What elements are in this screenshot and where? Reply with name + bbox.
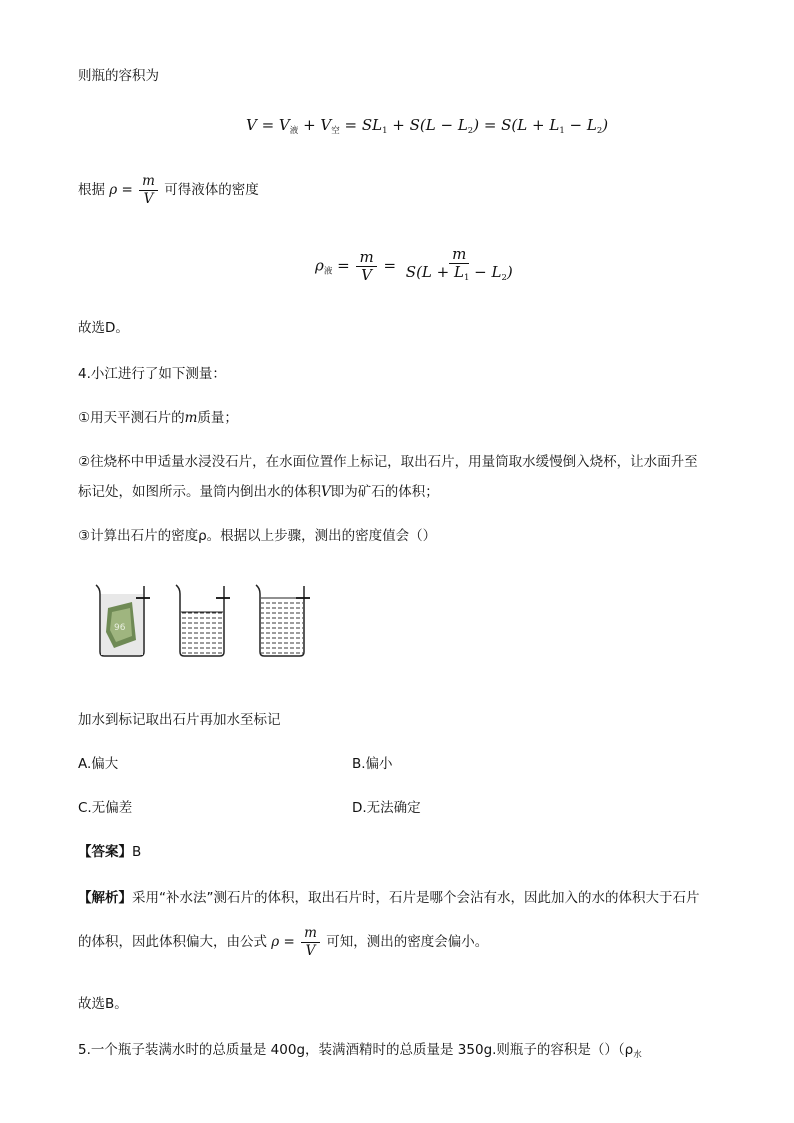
beaker-1	[96, 585, 150, 656]
figure-caption: 加水到标记取出石片再加水至标记	[78, 712, 281, 728]
svg-text:96: 96	[114, 623, 126, 633]
text-part: ①用天平测石片的	[78, 410, 185, 426]
fraction-m-over-sum	[403, 246, 516, 287]
eq-part: V = V	[246, 116, 290, 134]
text-part: 质量；	[197, 410, 238, 426]
equation-liquid-density	[315, 246, 518, 287]
text-part: 5.一个瓶子装满水时的总质量是 400g，装满酒精时的总质量是 350g.则瓶子的容积是（）（ρ	[78, 1042, 634, 1058]
text-part: 即为矿石的体积；	[330, 484, 439, 500]
analysis-line-2	[78, 924, 488, 960]
text-part: 可得液体的密度	[164, 182, 259, 198]
question-4-step-3: ③计算出石片的密度ρ。根据以上步骤，测出的密度值会（）	[78, 528, 437, 544]
text-part: 可知，测出的密度会偏小。	[326, 934, 489, 950]
eq-part: )	[506, 263, 513, 281]
fraction-numerator: m	[301, 925, 320, 943]
eq-part: ρ	[315, 256, 324, 275]
option-d: D.无法确定	[352, 800, 421, 816]
eq-subscript: 液	[323, 266, 333, 277]
eq-subscript: 1	[559, 126, 565, 136]
eq-part: + S(L − L	[387, 116, 468, 134]
eq-part: = SL	[339, 116, 383, 134]
question-4-step-1	[78, 408, 238, 428]
fraction-m-over-v	[139, 173, 158, 208]
text-choose-b: 故选B。	[78, 996, 128, 1012]
eq-part: S(L + L	[405, 263, 464, 281]
text-bottle-volume: 则瓶的容积为	[78, 68, 159, 84]
eq-part: =	[332, 256, 355, 275]
water-fill	[181, 612, 223, 655]
eq-part: )	[602, 116, 609, 134]
fraction-m-over-v	[356, 249, 376, 284]
option-a: A.偏大	[78, 756, 119, 772]
question-4-title: 4.小江进行了如下测量：	[78, 366, 226, 382]
fraction-denominator	[403, 264, 516, 287]
text-part: 标记处，如图所示。量筒内倒出水的体积	[78, 484, 321, 500]
text-part: 的体积，因此体积偏大，由公式	[78, 934, 267, 950]
fraction-m-over-v	[301, 925, 320, 960]
option-b: B.偏小	[352, 756, 393, 772]
eq-part: − L	[469, 263, 502, 281]
answer-value: B	[132, 844, 142, 860]
option-c: C.无偏差	[78, 800, 133, 816]
beaker-3	[256, 585, 310, 656]
eq-part: =	[378, 256, 401, 275]
fraction-numerator: m	[139, 173, 158, 191]
water-fill	[261, 598, 303, 655]
text-choose-d: 故选D。	[78, 320, 129, 336]
analysis-label: 【解析】	[78, 890, 132, 906]
answer	[78, 842, 141, 862]
variable-m: m	[184, 410, 198, 426]
question-4-step-2-line-2	[78, 482, 439, 502]
equation-volume	[246, 116, 608, 136]
variable-v: V	[321, 484, 331, 500]
fraction-numerator: m	[449, 246, 469, 264]
beaker-figure	[92, 580, 332, 660]
eq-subscript: 1	[463, 273, 470, 283]
rho-symbol: ρ =	[271, 934, 295, 950]
fraction-numerator: m	[356, 249, 376, 267]
eq-part: ) = S(L + L	[473, 116, 560, 134]
text-density-formula	[78, 172, 259, 208]
eq-part: − L	[564, 116, 597, 134]
eq-part: + V	[298, 116, 332, 134]
eq-subscript: 2	[467, 126, 474, 136]
fraction-denominator: V	[361, 266, 372, 284]
question-5	[78, 1040, 642, 1065]
text-part: 根据	[78, 182, 105, 198]
analysis-line-1	[78, 888, 700, 908]
eq-subscript: 2	[501, 273, 507, 283]
eq-subscript: 2	[596, 126, 603, 136]
eq-subscript: 空	[331, 126, 340, 136]
eq-subscript: 1	[382, 126, 388, 136]
question-4-step-2-line-1: ②往烧杯中甲适量水浸没石片，在水面位置作上标记，取出石片，用量筒取水缓慢倒入烧杯，让水面升至	[78, 454, 698, 470]
subscript-water: 水	[633, 1050, 642, 1060]
fraction-denominator: V	[143, 190, 154, 207]
answer-label: 【答案】	[78, 844, 132, 860]
text-part: 采用“补水法”测石片的体积，取出石片时，石片是哪个会沾有水，因此加入的水的体积大于石片	[132, 890, 700, 906]
rho-symbol: ρ =	[109, 182, 133, 198]
eq-subscript: 液	[289, 126, 299, 136]
fraction-denominator: V	[305, 942, 316, 959]
beaker-2	[176, 585, 230, 656]
